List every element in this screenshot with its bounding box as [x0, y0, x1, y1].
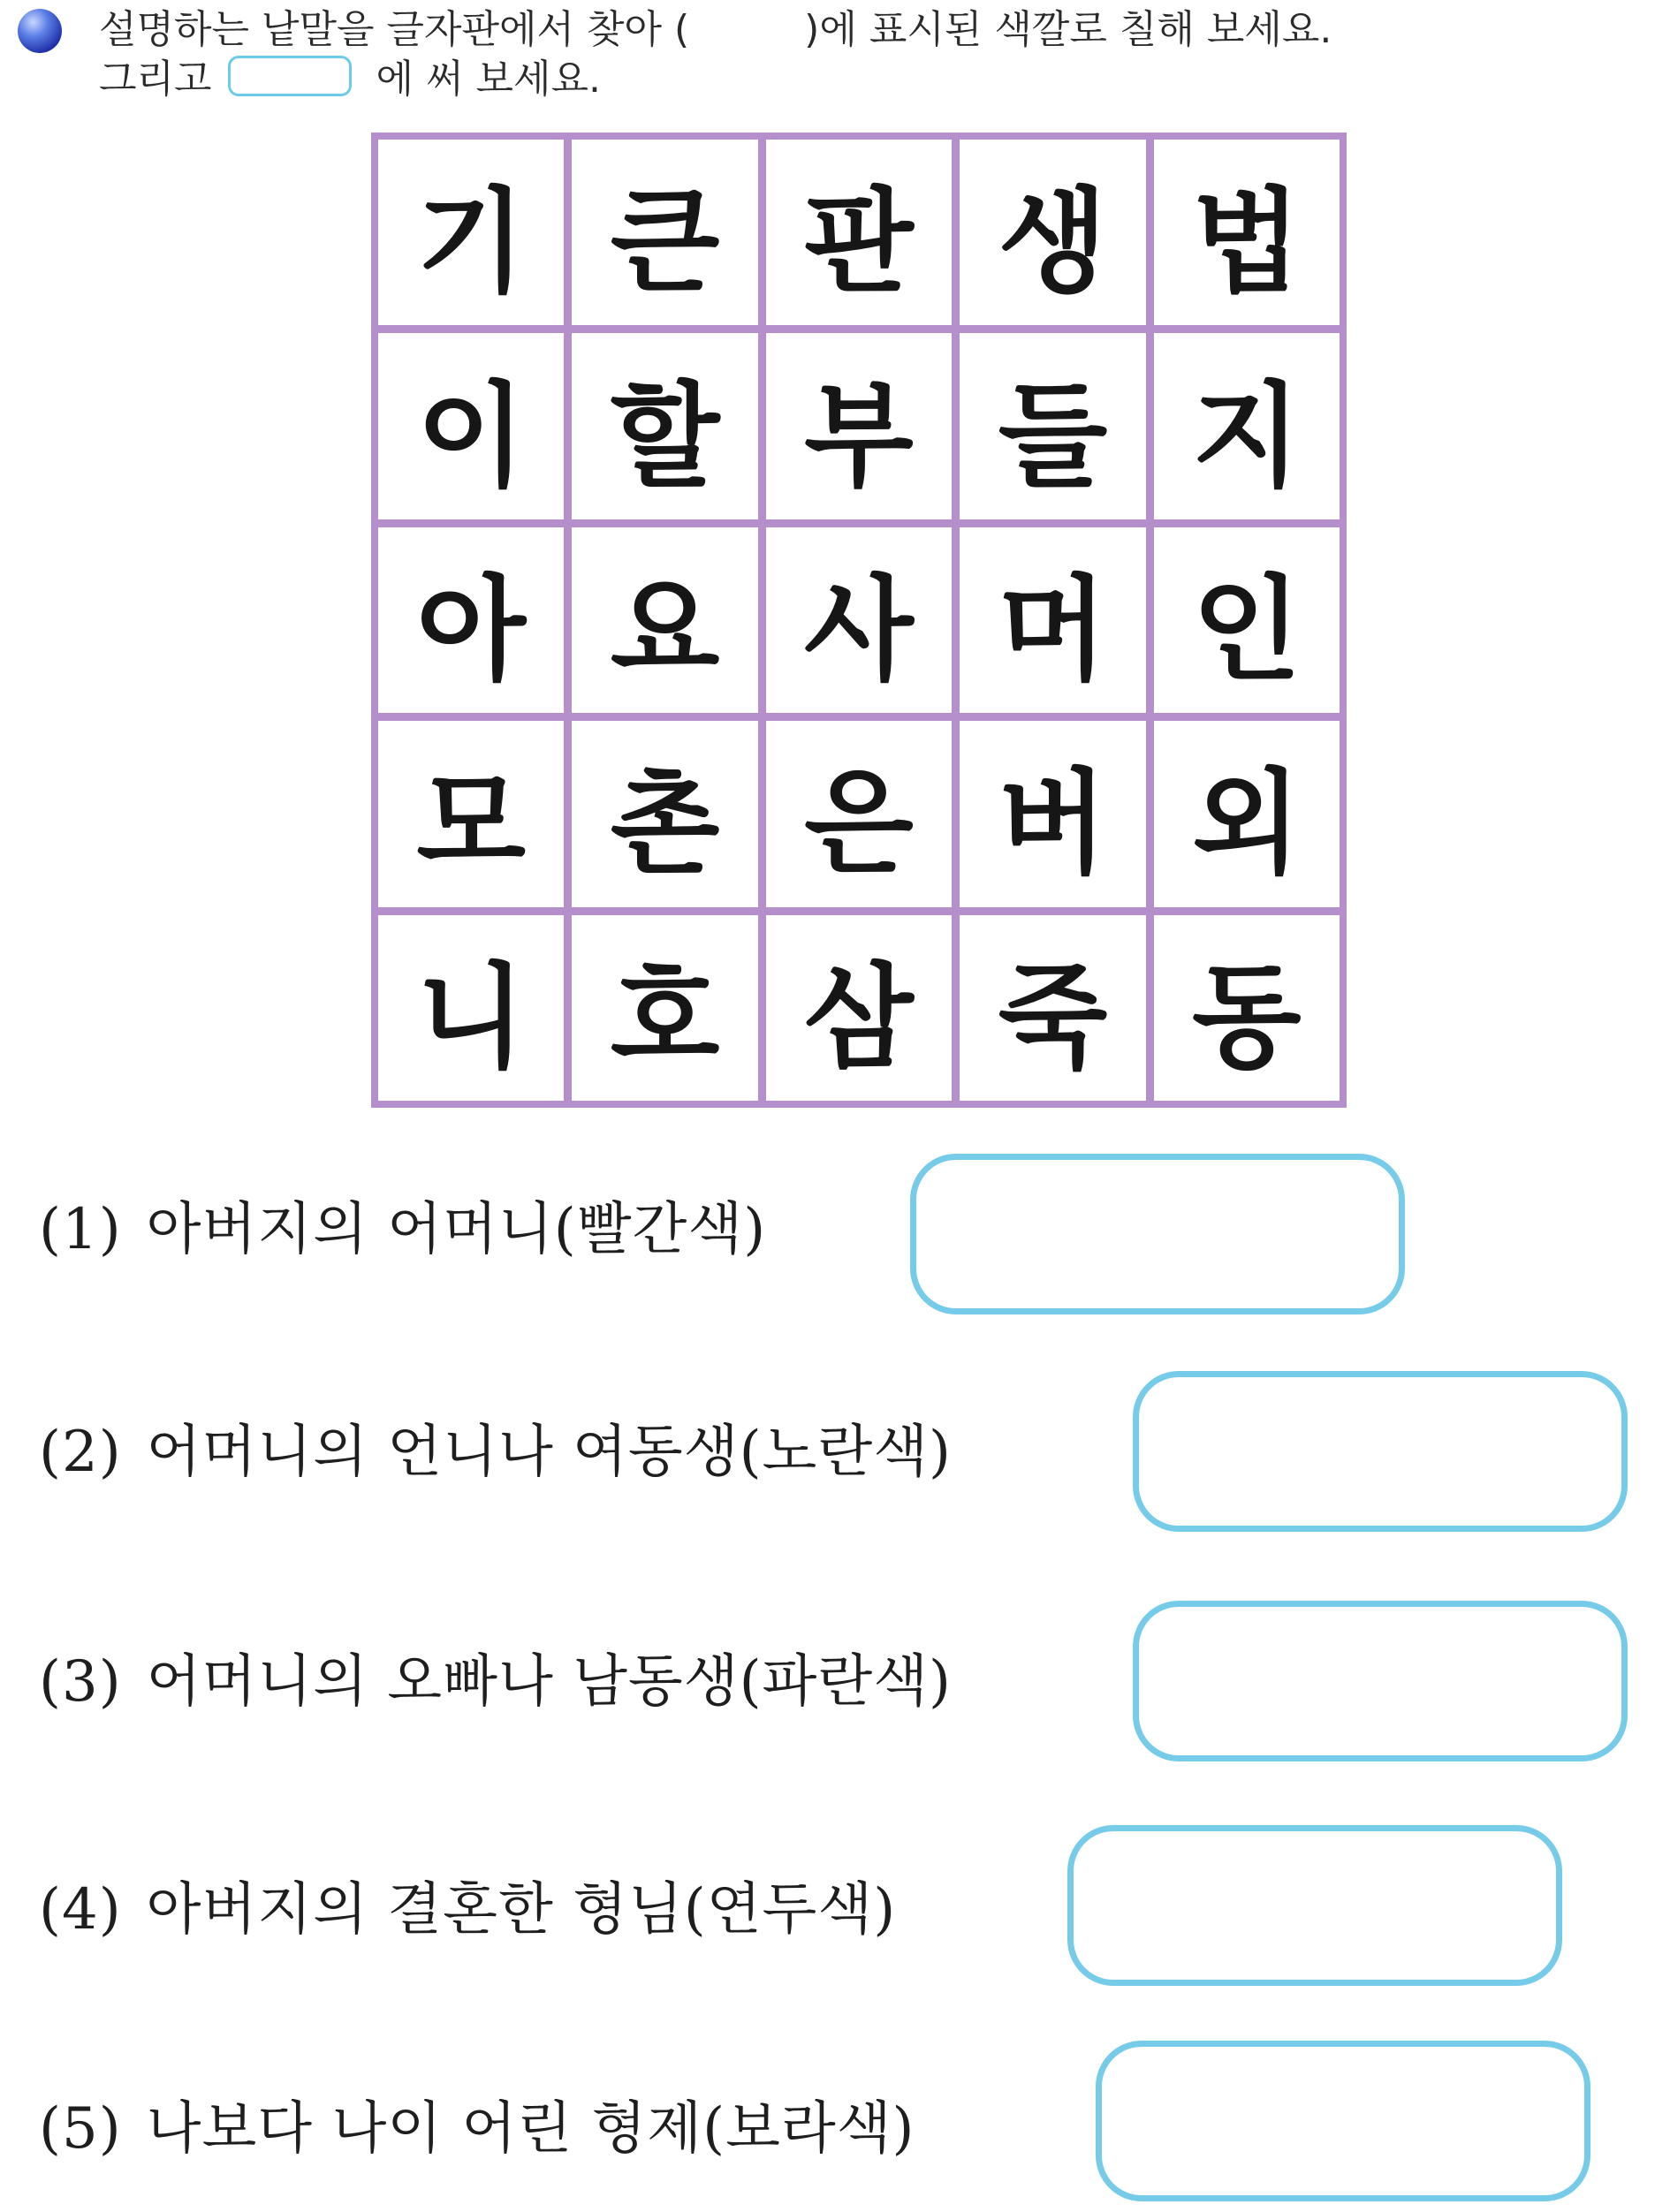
grid-cell[interactable]: 머 — [960, 527, 1145, 713]
instruction-text-1b: )에 표시된 색깔로 칠해 보세요. — [804, 7, 1332, 52]
grid-cell[interactable]: 촌 — [572, 721, 757, 906]
instruction-text-2b: 에 써 보세요. — [376, 57, 601, 102]
question-number: (1) — [39, 1197, 122, 1262]
instruction-answer-box-sample — [228, 56, 352, 96]
grid-cell[interactable]: 버 — [960, 721, 1145, 906]
answer-box-4[interactable] — [1067, 1825, 1562, 1986]
question-3 — [39, 1636, 952, 1717]
grid-cell[interactable]: 동 — [1154, 915, 1340, 1101]
answer-box-5[interactable] — [1096, 2041, 1590, 2201]
grid-cell[interactable]: 법 — [1154, 140, 1340, 325]
grid-cell[interactable]: 할 — [572, 333, 757, 519]
answer-box-3[interactable] — [1133, 1601, 1628, 1761]
answer-box-2[interactable] — [1133, 1371, 1628, 1532]
grid-cell[interactable]: 생 — [960, 140, 1145, 325]
question-text: 아버지의 어머니(빨간색) — [146, 1197, 767, 1262]
question-text: 나보다 나이 어린 형제(보라색) — [146, 2096, 915, 2162]
letter-grid — [371, 133, 1347, 1108]
grid-cell[interactable]: 사 — [766, 527, 952, 713]
question-number: (4) — [39, 1877, 122, 1943]
grid-cell[interactable]: 인 — [1154, 527, 1340, 713]
grid-cell[interactable]: 외 — [1154, 721, 1340, 906]
instruction-line-2 — [99, 55, 601, 104]
grid-cell[interactable]: 지 — [1154, 333, 1340, 519]
grid-cell[interactable]: 부 — [766, 333, 952, 519]
grid-cell[interactable]: 모 — [378, 721, 564, 906]
question-text: 어머니의 언니나 여동생(노란색) — [146, 1420, 952, 1485]
bullet-icon — [18, 9, 62, 53]
grid-cell[interactable]: 니 — [378, 915, 564, 1101]
grid-cell[interactable]: 은 — [766, 721, 952, 906]
grid-cell[interactable]: 호 — [572, 915, 757, 1101]
instruction-text-1a: 설명하는 낱말을 글자판에서 찾아 ( — [99, 7, 690, 52]
grid-cell[interactable]: 죽 — [960, 915, 1145, 1101]
question-2 — [39, 1406, 952, 1488]
instruction-text-2a: 그리고 — [99, 57, 212, 102]
question-1 — [39, 1184, 766, 1265]
question-number: (5) — [39, 2096, 122, 2162]
grid-cell[interactable]: 기 — [378, 140, 564, 325]
question-4 — [39, 1864, 896, 1945]
grid-cell[interactable]: 판 — [766, 140, 952, 325]
question-number: (2) — [39, 1420, 122, 1485]
grid-cell[interactable]: 큰 — [572, 140, 757, 325]
question-5 — [39, 2083, 915, 2164]
grid-cell[interactable]: 삼 — [766, 915, 952, 1101]
answer-box-1[interactable] — [910, 1154, 1405, 1314]
grid-cell[interactable]: 요 — [572, 527, 757, 713]
grid-cell[interactable]: 이 — [378, 333, 564, 519]
question-text: 아버지의 결혼한 형님(연두색) — [146, 1877, 897, 1943]
grid-cell[interactable]: 들 — [960, 333, 1145, 519]
instruction-line-1 — [99, 5, 1332, 55]
question-text: 어머니의 오빠나 남동생(파란색) — [146, 1649, 952, 1715]
question-number: (3) — [39, 1649, 122, 1715]
grid-cell[interactable]: 아 — [378, 527, 564, 713]
